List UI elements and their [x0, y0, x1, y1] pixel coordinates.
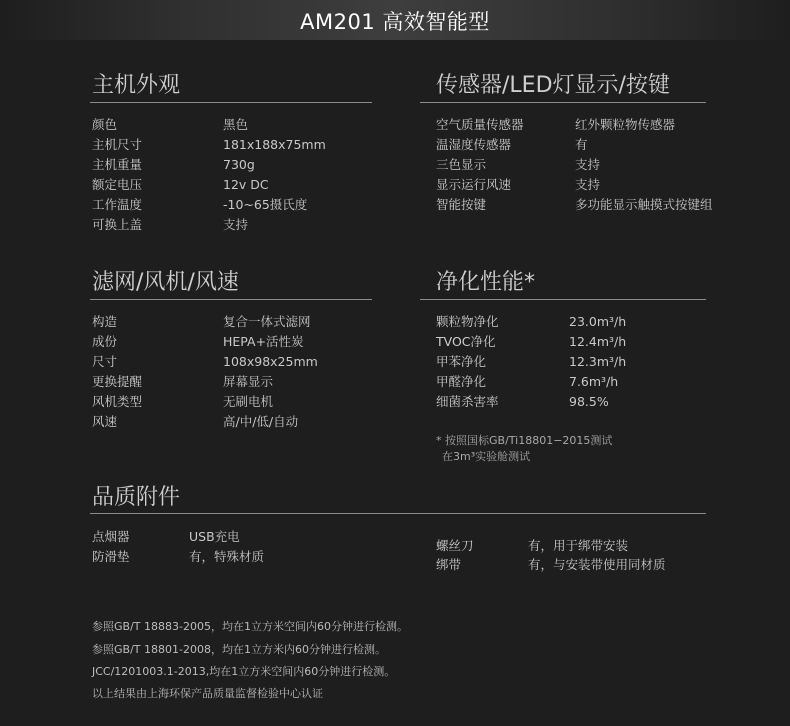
spec-value: 有，特殊材质 [189, 549, 265, 564]
spec-value: -10~65摄氏度 [223, 197, 308, 212]
spec-label: 螺丝刀 [436, 538, 474, 553]
section-title-accessories: 品质附件 [92, 485, 181, 510]
spec-value: 屏幕显示 [223, 374, 274, 389]
spec-label: 智能按键 [436, 197, 487, 212]
spec-label: 空气质量传感器 [436, 117, 524, 132]
test-note-line2: 在3m³实验舱测试 [442, 450, 531, 463]
spec-label: 工作温度 [92, 197, 143, 212]
product-title: AM201 高效智能型 [300, 10, 490, 34]
section-title-host: 主机外观 [92, 73, 181, 98]
spec-label: 风机类型 [92, 394, 143, 409]
section-divider-sensor [420, 102, 706, 103]
footer-line: 参照GB/T 18883-2005，均在1立方米空间内60分钟进行检测。 [92, 620, 408, 633]
footer-line: 参照GB/T 18801-2008，均在1立方米内60分钟进行检测。 [92, 643, 386, 656]
spec-value: 支持 [575, 157, 601, 172]
spec-label: 风速 [92, 414, 118, 429]
spec-value: 12.4m³/h [569, 334, 627, 349]
spec-value: 730g [223, 157, 255, 172]
spec-label: 三色显示 [436, 157, 487, 172]
spec-label: 显示运行风速 [436, 177, 512, 192]
spec-label: 尺寸 [92, 354, 118, 369]
spec-value: 黑色 [223, 117, 249, 132]
test-note-line1: * 按照国标GB/Ti18801−2015测试 [436, 434, 613, 447]
spec-value: 红外颗粒物传感器 [575, 117, 676, 132]
spec-value: 支持 [575, 177, 601, 192]
spec-value: 98.5% [569, 394, 609, 409]
spec-value: 高/中/低/自动 [223, 414, 299, 429]
section-divider-host [90, 102, 372, 103]
spec-label: 成份 [92, 334, 118, 349]
spec-label: 防滑垫 [92, 549, 130, 564]
spec-value: 支持 [223, 217, 249, 232]
spec-label: 可换上盖 [92, 217, 143, 232]
spec-value: 无刷电机 [223, 394, 274, 409]
section-divider-accessories [90, 513, 706, 514]
spec-label: 主机尺寸 [92, 137, 143, 152]
spec-value: 12v DC [223, 177, 269, 192]
spec-label: 主机重量 [92, 157, 143, 172]
footer-line: JCC/1201003.1-2013,均在1立方米空间内60分钟进行检测。 [92, 665, 396, 678]
section-divider-filter [90, 299, 372, 300]
section-title-sensor: 传感器/LED灯显示/按键 [436, 73, 670, 98]
spec-label: 构造 [92, 314, 118, 329]
spec-value: 有，用于绑带安装 [528, 538, 629, 553]
spec-value: 复合一体式滤网 [223, 314, 311, 329]
section-divider-purify [420, 299, 706, 300]
spec-value: 有，与安装带使用同材质 [528, 557, 666, 572]
spec-label: 细菌杀害率 [436, 394, 499, 409]
spec-value: 108x98x25mm [223, 354, 318, 369]
spec-value: 7.6m³/h [569, 374, 619, 389]
spec-value: 23.0m³/h [569, 314, 627, 329]
section-title-filter: 滤网/风机/风速 [92, 270, 239, 295]
section-title-purify: 净化性能* [436, 270, 536, 295]
spec-value: 181x188x75mm [223, 137, 326, 152]
spec-label: 绑带 [436, 557, 462, 572]
spec-value: HEPA+活性炭 [223, 334, 304, 349]
spec-label: 更换提醒 [92, 374, 143, 389]
spec-value: 12.3m³/h [569, 354, 627, 369]
spec-label: 额定电压 [92, 177, 143, 192]
spec-label: 点烟器 [92, 529, 130, 544]
spec-value: 有 [575, 137, 588, 152]
spec-label: 颜色 [92, 117, 118, 132]
spec-label: 甲苯净化 [436, 354, 487, 369]
spec-label: 颗粒物净化 [436, 314, 499, 329]
spec-label: 甲醛净化 [436, 374, 487, 389]
footer-line: 以上结果由上海环保产品质量监督检验中心认证 [92, 687, 323, 700]
spec-value: USB充电 [189, 529, 240, 544]
title-banner [0, 0, 790, 40]
spec-label: 温湿度传感器 [436, 137, 512, 152]
spec-label: TVOC净化 [436, 334, 496, 349]
spec-value: 多功能显示触摸式按键组 [575, 197, 713, 212]
